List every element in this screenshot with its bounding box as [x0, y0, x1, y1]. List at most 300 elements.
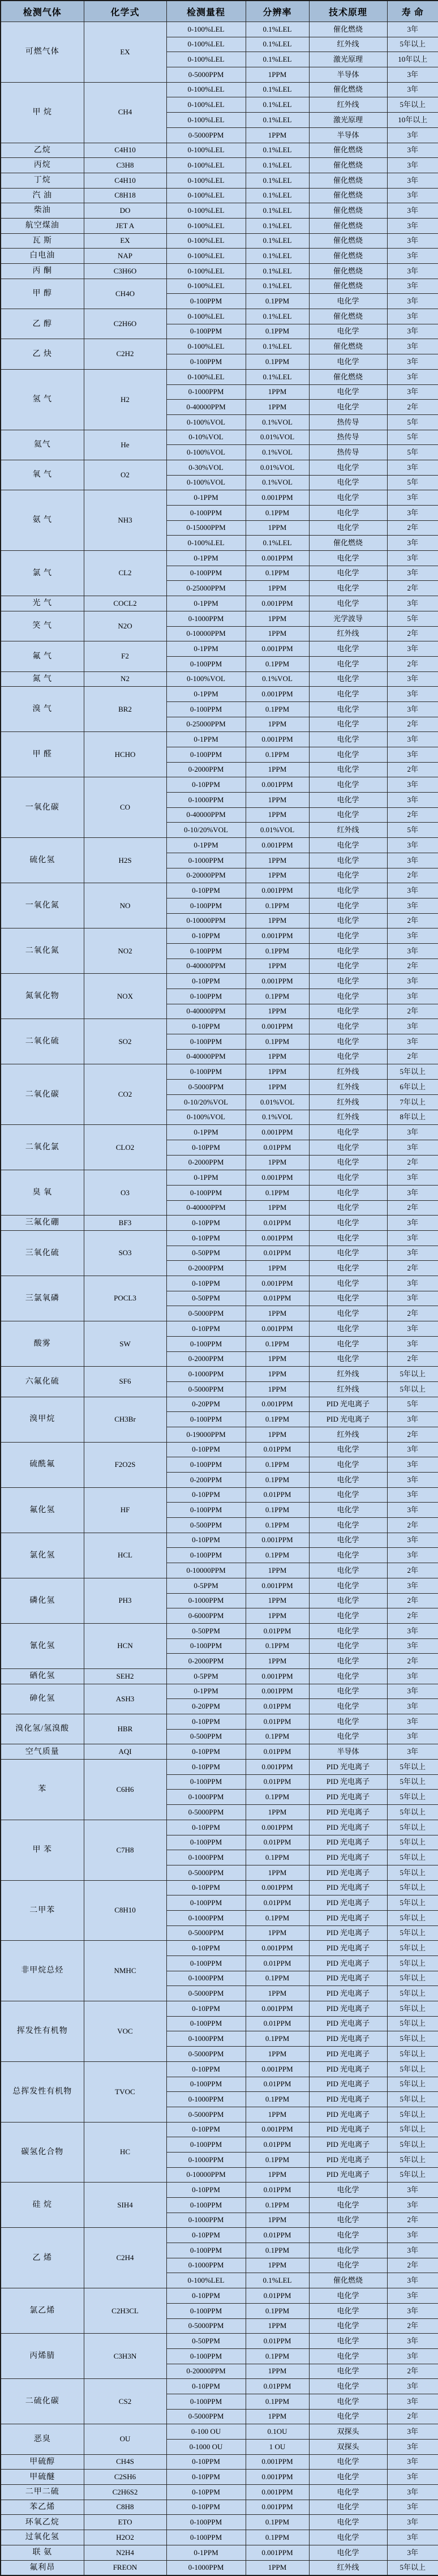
lifetime-cell: 3年: [387, 1019, 438, 1034]
table-row: [1, 2001, 438, 2017]
resolution-cell: 0.01PPM: [246, 1487, 309, 1503]
range-cell: 0-1PPM: [166, 2545, 246, 2560]
range-cell: 0-5000PPM: [166, 2409, 246, 2424]
principle-cell: 电化学: [309, 747, 387, 763]
principle-cell: 电化学: [309, 913, 387, 928]
lifetime-cell: 2年: [387, 958, 438, 974]
range-cell: 0-1PPM: [166, 1684, 246, 1699]
principle-cell: 电化学: [309, 2303, 387, 2318]
formula-cell: HCHO: [84, 732, 166, 777]
range-cell: 0-40000PPM: [166, 400, 246, 415]
resolution-cell: 0.1%LEL: [246, 143, 309, 158]
table-row: [1, 1714, 438, 1730]
table-row: [1, 233, 438, 249]
principle-cell: PID 光电离子: [309, 1774, 387, 1790]
gas-name-cell: 氨 气: [1, 490, 84, 551]
range-cell: 0-1000PPM: [166, 611, 246, 626]
principle-cell: 电化学: [309, 777, 387, 793]
formula-cell: C2H6S2: [84, 2485, 166, 2500]
resolution-cell: 0.001PPM: [246, 1941, 309, 1956]
principle-cell: 电化学: [309, 2334, 387, 2349]
principle-cell: 红外线: [309, 2560, 387, 2575]
lifetime-cell: 3年: [387, 566, 438, 581]
range-cell: 0-100PPM: [166, 2530, 246, 2545]
principle-cell: 电化学: [309, 1019, 387, 1034]
resolution-cell: 0.1PPM: [246, 1850, 309, 1865]
table-row: [1, 1880, 438, 1895]
gas-name-cell: 甲 烷: [1, 82, 84, 143]
resolution-cell: 0.01PPM: [246, 1699, 309, 1714]
resolution-cell: 1PPM: [246, 1004, 309, 1019]
principle-cell: 电化学: [309, 1457, 387, 1473]
gas-name-cell: 甲 苯: [1, 1820, 84, 1880]
range-cell: 0-100PPM: [166, 2303, 246, 2318]
resolution-cell: 0.001PPM: [246, 974, 309, 989]
lifetime-cell: 3年: [387, 2470, 438, 2485]
gas-name-cell: 甲 醇: [1, 279, 84, 309]
resolution-cell: 1PPM: [246, 793, 309, 808]
principle-cell: 电化学: [309, 400, 387, 415]
principle-cell: 催化燃烧: [309, 2273, 387, 2288]
formula-cell: NOX: [84, 974, 166, 1019]
lifetime-cell: 5年以上: [387, 97, 438, 113]
principle-cell: PID 光电离子: [309, 2167, 387, 2183]
formula-cell: CH4: [84, 82, 166, 143]
lifetime-cell: 5年: [387, 1397, 438, 1412]
resolution-cell: 0.01PPM: [246, 1442, 309, 1457]
gas-name-cell: 非甲烷总烃: [1, 1941, 84, 2001]
resolution-cell: 0.1%VOL: [246, 1110, 309, 1125]
range-cell: 0-10PPM: [166, 1820, 246, 1835]
range-cell: 0-10PPM: [166, 2485, 246, 2500]
resolution-cell: 0.1%LEL: [246, 279, 309, 294]
resolution-cell: 0.01PPM: [246, 1714, 309, 1730]
lifetime-cell: 3年: [387, 1457, 438, 1473]
resolution-cell: 0.1PPM: [246, 2198, 309, 2213]
lifetime-cell: 3年: [387, 2228, 438, 2243]
principle-cell: 电化学: [309, 687, 387, 702]
principle-cell: 红外线: [309, 1427, 387, 1442]
lifetime-cell: 5年以上: [387, 1850, 438, 1865]
lifetime-cell: 5年以上: [387, 2560, 438, 2575]
table-row: [1, 1684, 438, 1699]
table-row: [1, 777, 438, 793]
principle-cell: 电化学: [309, 2545, 387, 2560]
resolution-cell: 0.01PPM: [246, 1623, 309, 1638]
range-cell: 0-5000PPM: [166, 1306, 246, 1321]
resolution-cell: 0.001PPM: [246, 2001, 309, 2017]
formula-cell: C4H10: [84, 173, 166, 188]
resolution-cell: 0.001PPM: [246, 1019, 309, 1034]
resolution-cell: 0.01PPM: [246, 2183, 309, 2198]
principle-cell: 红外线: [309, 37, 387, 52]
resolution-cell: 0.01%VOL: [246, 460, 309, 475]
resolution-cell: 1PPM: [246, 581, 309, 596]
lifetime-cell: 3年: [387, 1321, 438, 1337]
table-row: [1, 1623, 438, 1638]
principle-cell: 电化学: [309, 1684, 387, 1699]
table-row: [1, 173, 438, 188]
principle-cell: 电化学: [309, 1170, 387, 1186]
range-cell: 0-50PPM: [166, 1291, 246, 1306]
table-row: [1, 1533, 438, 1548]
lifetime-cell: 3年: [387, 701, 438, 717]
gas-name-cell: 氟 气: [1, 641, 84, 671]
lifetime-cell: 2年: [387, 520, 438, 536]
range-cell: 0-10PPM: [166, 974, 246, 989]
range-cell: 0-200PPM: [166, 1473, 246, 1488]
lifetime-cell: 5年: [387, 475, 438, 490]
principle-cell: 电化学: [309, 2198, 387, 2213]
resolution-cell: 1PPM: [246, 1865, 309, 1880]
formula-cell: C2SH6: [84, 2470, 166, 2485]
range-cell: 0-100%VOL: [166, 671, 246, 687]
resolution-cell: 1PPM: [246, 1805, 309, 1820]
resolution-cell: 0.1PPM: [246, 2152, 309, 2167]
gas-name-cell: 碳氢化合物: [1, 2122, 84, 2183]
principle-cell: PID 光电离子: [309, 1790, 387, 1805]
resolution-cell: 1PPM: [246, 2318, 309, 2334]
range-cell: 0-100%LEL: [166, 52, 246, 67]
gas-name-cell: 联 氨: [1, 2545, 84, 2560]
lifetime-cell: 3年: [387, 218, 438, 233]
resolution-cell: 0.1PPM: [246, 566, 309, 581]
table-row: [1, 1487, 438, 1503]
lifetime-cell: 3年: [387, 2303, 438, 2318]
gas-name-cell: 氦气: [1, 430, 84, 460]
resolution-cell: 0.1%LEL: [246, 97, 309, 113]
formula-cell: C6H6: [84, 1760, 166, 1820]
range-cell: 0-20PPM: [166, 1699, 246, 1714]
table-row: [1, 430, 438, 445]
lifetime-cell: 3年: [387, 339, 438, 354]
gas-name-cell: 乙 醇: [1, 309, 84, 339]
lifetime-cell: 2年: [387, 656, 438, 671]
resolution-cell: 0.1%LEL: [246, 264, 309, 279]
resolution-cell: 0.001PPM: [246, 777, 309, 793]
principle-cell: 电化学: [309, 2515, 387, 2530]
principle-cell: 红外线: [309, 1110, 387, 1125]
lifetime-cell: 5年以上: [387, 2047, 438, 2062]
principle-cell: PID 光电离子: [309, 2122, 387, 2137]
range-cell: 0-100%LEL: [166, 97, 246, 113]
lifetime-cell: 3年: [387, 2183, 438, 2198]
resolution-cell: 1PPM: [246, 2560, 309, 2575]
range-cell: 0-100PPM: [166, 324, 246, 339]
lifetime-cell: 2年: [387, 2318, 438, 2334]
range-cell: 0-50PPM: [166, 1623, 246, 1638]
principle-cell: 电化学: [309, 732, 387, 747]
principle-cell: 电化学: [309, 2364, 387, 2379]
principle-cell: 电化学: [309, 596, 387, 611]
resolution-cell: 1PPM: [246, 2258, 309, 2273]
lifetime-cell: 3年: [387, 1034, 438, 1050]
principle-cell: 电化学: [309, 2454, 387, 2470]
principle-cell: 电化学: [309, 2258, 387, 2273]
table-row: [1, 339, 438, 354]
range-cell: 0-1PPM: [166, 687, 246, 702]
range-cell: 0-100%LEL: [166, 2273, 246, 2288]
principle-cell: 电化学: [309, 1306, 387, 1321]
resolution-cell: 0.01PPM: [246, 1956, 309, 1971]
gas-name-cell: 航空煤油: [1, 218, 84, 233]
table-row: [1, 1442, 438, 1457]
lifetime-cell: 3年: [387, 551, 438, 566]
lifetime-cell: 3年: [387, 384, 438, 400]
lifetime-cell: 2年: [387, 1351, 438, 1367]
range-cell: 0-100%LEL: [166, 188, 246, 203]
formula-cell: He: [84, 430, 166, 460]
gas-name-cell: 甲硫醇: [1, 2454, 84, 2470]
range-cell: 0-10PPM: [166, 2228, 246, 2243]
gas-name-cell: 二硫化碳: [1, 2379, 84, 2424]
principle-cell: 电化学: [309, 1533, 387, 1548]
lifetime-cell: 7年以上: [387, 1094, 438, 1110]
formula-cell: POCL3: [84, 1276, 166, 1321]
lifetime-cell: 3年: [387, 898, 438, 913]
resolution-cell: 0.1PPM: [246, 898, 309, 913]
resolution-cell: 0.1PPM: [246, 2031, 309, 2047]
formula-cell: ETO: [84, 2515, 166, 2530]
lifetime-cell: 3年: [387, 2530, 438, 2545]
gas-name-cell: 苯: [1, 1760, 84, 1820]
gas-name-cell: 丁烷: [1, 173, 84, 188]
lifetime-cell: 2年: [387, 868, 438, 883]
lifetime-cell: 3年: [387, 2288, 438, 2304]
lifetime-cell: 3年: [387, 1276, 438, 1291]
gas-name-cell: 氯乙烯: [1, 2288, 84, 2334]
lifetime-cell: 2年: [387, 1563, 438, 1578]
range-cell: 0-10PPM: [166, 1744, 246, 1760]
lifetime-cell: 3年: [387, 989, 438, 1004]
resolution-cell: 0.1PPM: [246, 2243, 309, 2258]
principle-cell: 电化学: [309, 2318, 387, 2334]
range-cell: 0-100%LEL: [166, 143, 246, 158]
table-row: [1, 188, 438, 203]
formula-cell: HBR: [84, 1714, 166, 1744]
gas-name-cell: 瓦 斯: [1, 233, 84, 249]
lifetime-cell: 3年: [387, 2485, 438, 2500]
principle-cell: 催化燃烧: [309, 233, 387, 249]
principle-cell: 催化燃烧: [309, 143, 387, 158]
range-cell: 0-1000PPM: [166, 2560, 246, 2575]
table-row: [1, 158, 438, 173]
formula-cell: CH4S: [84, 2454, 166, 2470]
gas-name-cell: 臭 氧: [1, 1170, 84, 1216]
range-cell: 0-5PPM: [166, 1668, 246, 1684]
range-cell: 0-100PPM: [166, 506, 246, 521]
resolution-cell: 0.1%LEL: [246, 309, 309, 324]
formula-cell: NO2: [84, 928, 166, 974]
principle-cell: 电化学: [309, 883, 387, 898]
table-row: [1, 279, 438, 294]
resolution-cell: 1PPM: [246, 1064, 309, 1080]
lifetime-cell: 5年以上: [387, 2077, 438, 2092]
lifetime-cell: 5年以上: [387, 2122, 438, 2137]
principle-cell: PID 光电离子: [309, 2031, 387, 2047]
resolution-cell: 0.001PPM: [246, 2470, 309, 2485]
range-cell: 0-100PPM: [166, 1457, 246, 1473]
gas-table-body: [1, 22, 438, 2576]
gas-name-cell: 二氧化氮: [1, 928, 84, 974]
lifetime-cell: 2年: [387, 1518, 438, 1533]
resolution-cell: 0.1PPM: [246, 324, 309, 339]
resolution-cell: 0.1PPM: [246, 2515, 309, 2530]
lifetime-cell: 3年: [387, 1231, 438, 1246]
principle-cell: 电化学: [309, 1563, 387, 1578]
gas-name-cell: 氢 气: [1, 369, 84, 430]
resolution-cell: 0.1PPM: [246, 1185, 309, 1200]
lifetime-cell: 5年: [387, 414, 438, 430]
range-cell: 0-500PPM: [166, 1518, 246, 1533]
resolution-cell: 0.001PPM: [246, 883, 309, 898]
range-cell: 0-25000PPM: [166, 717, 246, 732]
resolution-cell: 0.01%VOL: [246, 430, 309, 445]
lifetime-cell: 3年: [387, 1473, 438, 1488]
formula-cell: CS2: [84, 2379, 166, 2424]
principle-cell: PID 光电离子: [309, 2077, 387, 2092]
resolution-cell: 1PPM: [246, 67, 309, 83]
principle-cell: 电化学: [309, 1276, 387, 1291]
principle-cell: 电化学: [309, 958, 387, 974]
principle-cell: 电化学: [309, 384, 387, 400]
resolution-cell: 0.01PPM: [246, 1246, 309, 1261]
formula-cell: C7H8: [84, 1820, 166, 1880]
range-cell: 0-100%LEL: [166, 369, 246, 384]
range-cell: 0-10PPM: [166, 1442, 246, 1457]
range-cell: 0-1000PPM: [166, 853, 246, 868]
principle-cell: PID 光电离子: [309, 2137, 387, 2153]
principle-cell: 催化燃烧: [309, 173, 387, 188]
lifetime-cell: 2年: [387, 400, 438, 415]
formula-cell: SO3: [84, 1231, 166, 1276]
principle-cell: PID 光电离子: [309, 1412, 387, 1427]
formula-cell: C8H10: [84, 1880, 166, 1941]
principle-cell: PID 光电离子: [309, 2092, 387, 2107]
table-row: [1, 2485, 438, 2500]
range-cell: 0-5000PPM: [166, 1381, 246, 1397]
range-cell: 0-10%VOL: [166, 430, 246, 445]
principle-cell: 电化学: [309, 566, 387, 581]
principle-cell: 红外线: [309, 1381, 387, 1397]
table-row: [1, 143, 438, 158]
range-cell: 0-1PPM: [166, 596, 246, 611]
lifetime-cell: 3年: [387, 1548, 438, 1563]
principle-cell: 电化学: [309, 838, 387, 853]
gas-name-cell: 二氧化碳: [1, 1064, 84, 1125]
principle-cell: 电化学: [309, 1578, 387, 1593]
lifetime-cell: 2年: [387, 913, 438, 928]
formula-cell: NMHC: [84, 1941, 166, 2001]
principle-cell: 电化学: [309, 354, 387, 370]
table-row: [1, 218, 438, 233]
lifetime-cell: 5年以上: [387, 1367, 438, 1382]
range-cell: 0-5000PPM: [166, 1805, 246, 1820]
table-row: [1, 611, 438, 626]
range-cell: 0-25000PPM: [166, 581, 246, 596]
principle-cell: 电化学: [309, 1155, 387, 1170]
resolution-cell: 0.1PPM: [246, 2394, 309, 2409]
range-cell: 0-10PPM: [166, 2379, 246, 2394]
range-cell: 0-10PPM: [166, 2061, 246, 2077]
range-cell: 0-100PPM: [166, 2016, 246, 2031]
lifetime-cell: 3年: [387, 1216, 438, 1231]
principle-cell: PID 光电离子: [309, 1760, 387, 1775]
resolution-cell: 0.1PPM: [246, 1729, 309, 1744]
range-cell: 0-100%LEL: [166, 339, 246, 354]
principle-cell: 电化学: [309, 762, 387, 777]
gas-name-cell: 二甲二硫: [1, 2485, 84, 2500]
resolution-cell: 1PPM: [246, 384, 309, 400]
table-row: [1, 2560, 438, 2575]
range-cell: 0-100PPM: [166, 989, 246, 1004]
table-row: [1, 732, 438, 747]
range-cell: 0-50PPM: [166, 2334, 246, 2349]
table-row: [1, 2061, 438, 2077]
lifetime-cell: 3年: [387, 2198, 438, 2213]
header-formula: 化学式: [84, 1, 166, 22]
principle-cell: 电化学: [309, 641, 387, 657]
lifetime-cell: 3年: [387, 1140, 438, 1155]
resolution-cell: 1PPM: [246, 807, 309, 823]
gas-name-cell: 二氧化硫: [1, 1019, 84, 1064]
lifetime-cell: 2年: [387, 2409, 438, 2424]
header-principle: 技术原理: [309, 1, 387, 22]
range-cell: 0-5000PPM: [166, 2047, 246, 2062]
resolution-cell: 0.1%LEL: [246, 536, 309, 551]
range-cell: 0-1PPM: [166, 1170, 246, 1186]
principle-cell: 催化燃烧: [309, 339, 387, 354]
gas-name-cell: 氯 气: [1, 551, 84, 596]
resolution-cell: 0.1PPM: [246, 1518, 309, 1533]
range-cell: 0-100%VOL: [166, 475, 246, 490]
principle-cell: PID 光电离子: [309, 1835, 387, 1850]
gas-name-cell: 酸雾: [1, 1321, 84, 1367]
principle-cell: 催化燃烧: [309, 309, 387, 324]
resolution-cell: 0.01PPM: [246, 1895, 309, 1911]
lifetime-cell: 3年: [387, 974, 438, 989]
principle-cell: 电化学: [309, 490, 387, 506]
resolution-cell: 0.1PPM: [246, 1412, 309, 1427]
principle-cell: 电化学: [309, 868, 387, 883]
formula-cell: H2O2: [84, 2530, 166, 2545]
principle-cell: 电化学: [309, 1351, 387, 1367]
formula-cell: CH4O: [84, 279, 166, 309]
range-cell: 0-100PPM: [166, 1412, 246, 1427]
formula-cell: CO2: [84, 1064, 166, 1125]
table-row: [1, 1276, 438, 1291]
lifetime-cell: 2年: [387, 1306, 438, 1321]
resolution-cell: 1PPM: [246, 2213, 309, 2228]
lifetime-cell: 2年: [387, 1155, 438, 1170]
lifetime-cell: 3年: [387, 354, 438, 370]
principle-cell: 催化燃烧: [309, 264, 387, 279]
table-row: [1, 2228, 438, 2243]
resolution-cell: 1PPM: [246, 717, 309, 732]
range-cell: 0-100PPM: [166, 2198, 246, 2213]
resolution-cell: 0.001PPM: [246, 1397, 309, 1412]
lifetime-cell: 3年: [387, 460, 438, 475]
principle-cell: 电化学: [309, 1034, 387, 1050]
principle-cell: 电化学: [309, 1231, 387, 1246]
range-cell: 0-10PPM: [166, 883, 246, 898]
principle-cell: 激光原理: [309, 52, 387, 67]
lifetime-cell: 3年: [387, 1623, 438, 1638]
table-row: [1, 1760, 438, 1775]
resolution-cell: 1PPM: [246, 1049, 309, 1064]
resolution-cell: 0.001PPM: [246, 1880, 309, 1895]
formula-cell: C2H3CL: [84, 2288, 166, 2334]
